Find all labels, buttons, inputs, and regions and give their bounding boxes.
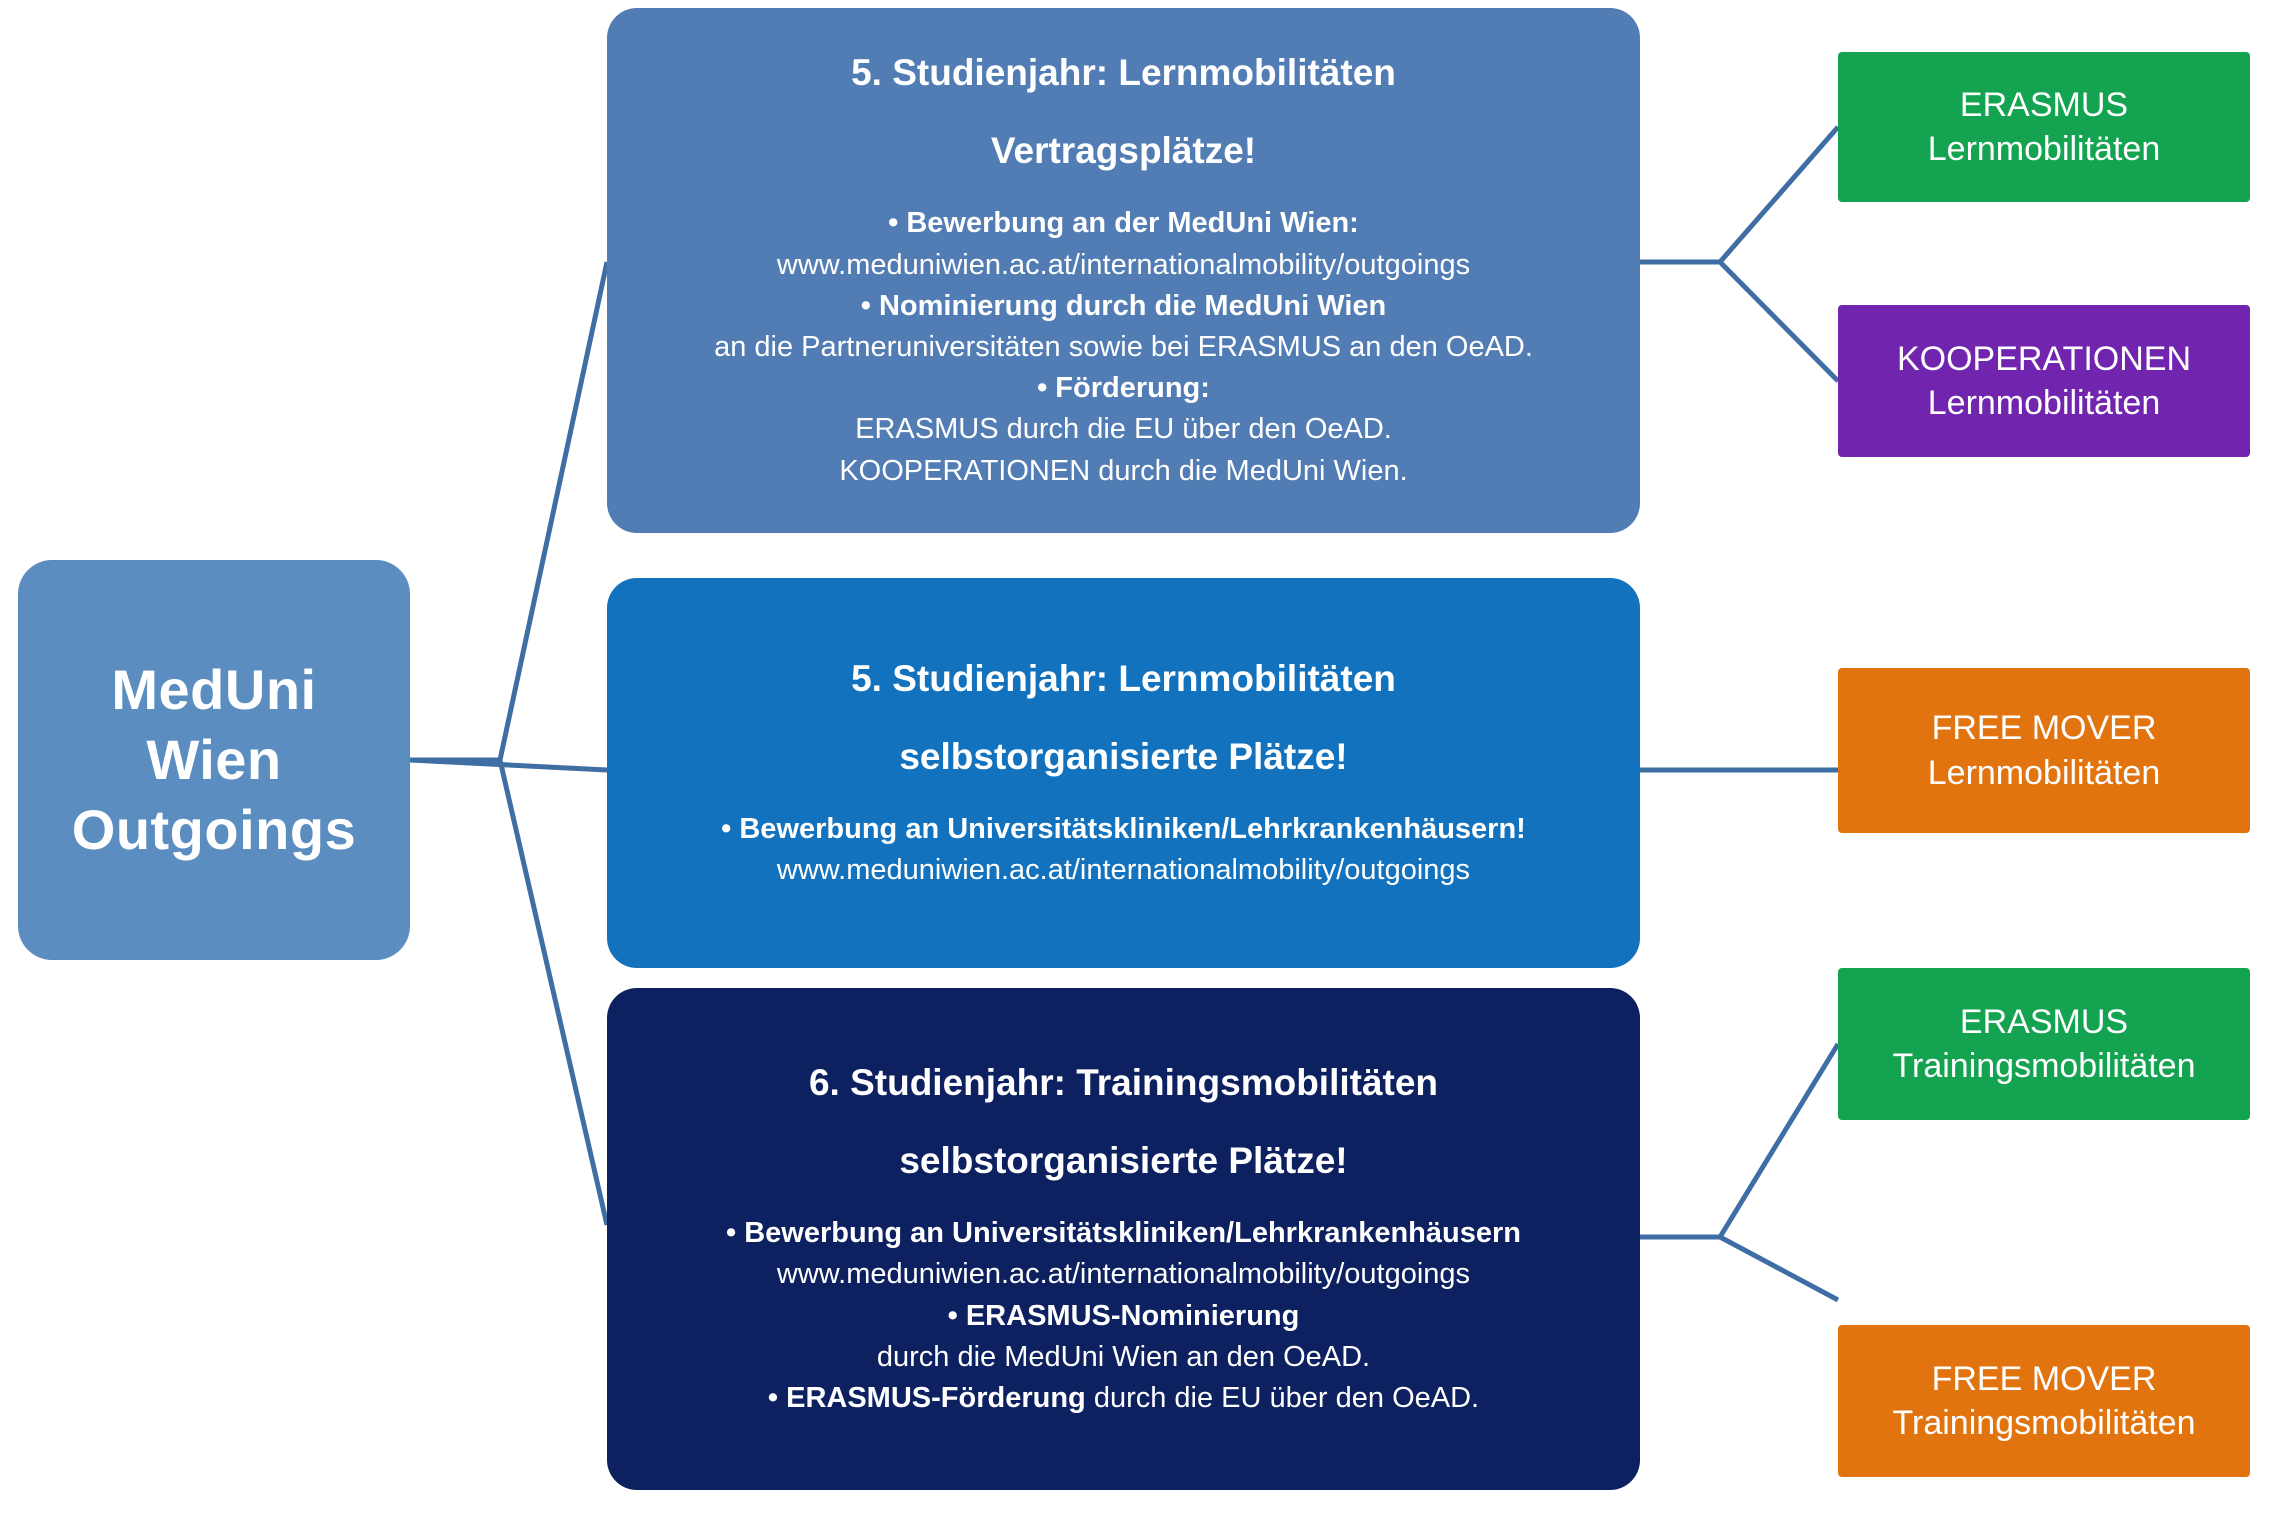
- category-erasmus-trainingsmobilitaeten[interactable]: [1838, 968, 2250, 1120]
- cat-4-line-2: Trainingsmobilitäten: [1892, 1047, 2196, 1085]
- box-2-body: [721, 809, 1526, 891]
- box-3-body-line-5: • ERASMUS-Förderung durch die EU über den OeAD.: [767, 1381, 1480, 1414]
- cat-5-line-2: Trainingsmobilitäten: [1892, 1404, 2196, 1442]
- box-3-body-line-2: www.meduniwien.ac.at/internationalmobility/outgoings: [776, 1258, 1471, 1291]
- cat-2-line-1: KOOPERATIONEN: [1896, 339, 2192, 378]
- cat-3-line-1: FREE MOVER: [1931, 709, 2157, 748]
- box-1-body: [714, 203, 1533, 491]
- root-node-line-1: MedUni: [111, 658, 317, 721]
- cat-3-line-2: Lernmobilitäten: [1927, 753, 2161, 792]
- box-3-title-line-1: 6. Studienjahr:: [808, 1061, 1066, 1103]
- category-free-mover-lernmobilitaeten[interactable]: [1838, 668, 2250, 833]
- box-1-body-line-1: • Bewerbung an der MedUni Wien:: [888, 207, 1359, 240]
- box-3-subtitle: selbstorganisierte Plätze!: [899, 1140, 1348, 1182]
- box-2-body-line-2: www.meduniwien.ac.at/internationalmobility/outgoings: [776, 854, 1471, 887]
- cat-4-line-1: ERASMUS: [1959, 1002, 2129, 1041]
- cat-2-line-2: Lernmobilitäten: [1927, 384, 2161, 422]
- cat-1-line-2: Lernmobilitäten: [1927, 130, 2161, 168]
- node-5-studienjahr-lernmobilitaeten-selbstorganisiert[interactable]: [607, 578, 1640, 968]
- box-2-title-line-2: Lernmobilitäten: [1118, 657, 1396, 699]
- box-1-title-line-1: 5. Studienjahr:: [851, 52, 1109, 94]
- box-2-title-line-1: 5. Studienjahr:: [851, 657, 1109, 699]
- box-3-body-line-3: • ERASMUS-Nominierung: [947, 1299, 1300, 1332]
- box-1-title-line-2: Lernmobilitäten: [1118, 52, 1396, 94]
- box-1-body-line-7: KOOPERATIONEN durch die MedUni Wien.: [839, 454, 1408, 487]
- category-kooperationen-lernmobilitaeten[interactable]: [1838, 305, 2250, 457]
- category-free-mover-trainingsmobilitaeten[interactable]: [1838, 1325, 2250, 1477]
- box-1-body-line-3: • Nominierung durch die MedUni Wien: [860, 289, 1387, 322]
- category-erasmus-lernmobilitaeten[interactable]: [1838, 52, 2250, 202]
- box-3-body-line-1: • Bewerbung an Universitätskliniken/Lehrkrankenhäusern: [725, 1217, 1521, 1250]
- root-node-line-3: Outgoings: [71, 798, 357, 861]
- box-3-title: [809, 1059, 1438, 1107]
- root-node-meduni-wien-outgoings[interactable]: [18, 560, 410, 960]
- box-1-body-line-4: an die Partneruniversitäten sowie bei ERASMUS an den OeAD.: [714, 331, 1533, 363]
- box-3-body-line-4: durch die MedUni Wien an den OeAD.: [876, 1340, 1371, 1373]
- box-2-title: [851, 655, 1396, 703]
- box-2-body-line-1: • Bewerbung an Universitätskliniken/Lehrkrankenhäusern!: [721, 812, 1526, 845]
- root-node-line-2: Wien: [146, 728, 282, 791]
- box-1-subtitle: Vertragsplätze!: [990, 130, 1257, 172]
- node-6-studienjahr-trainingsmobilitaeten-selbstorganisiert[interactable]: [607, 988, 1640, 1490]
- cat-5-line-1: FREE MOVER: [1931, 1359, 2157, 1398]
- box-1-title: [851, 49, 1396, 97]
- node-5-studienjahr-lernmobilitaeten-vertragsplaetze[interactable]: [607, 8, 1640, 533]
- box-1-body-line-6: ERASMUS durch die EU über den OeAD.: [855, 413, 1392, 446]
- box-3-title-line-2: Trainingsmobilitäten: [1076, 1061, 1439, 1103]
- box-1-body-line-5: • Förderung:: [1037, 372, 1210, 405]
- box-2-subtitle: selbstorganisierte Plätze!: [899, 735, 1348, 777]
- box-3-body: [726, 1213, 1521, 1419]
- cat-1-line-1: ERASMUS: [1959, 85, 2129, 124]
- box-1-body-line-2: www.meduniwien.ac.at/internationalmobility/outgoings: [776, 248, 1471, 281]
